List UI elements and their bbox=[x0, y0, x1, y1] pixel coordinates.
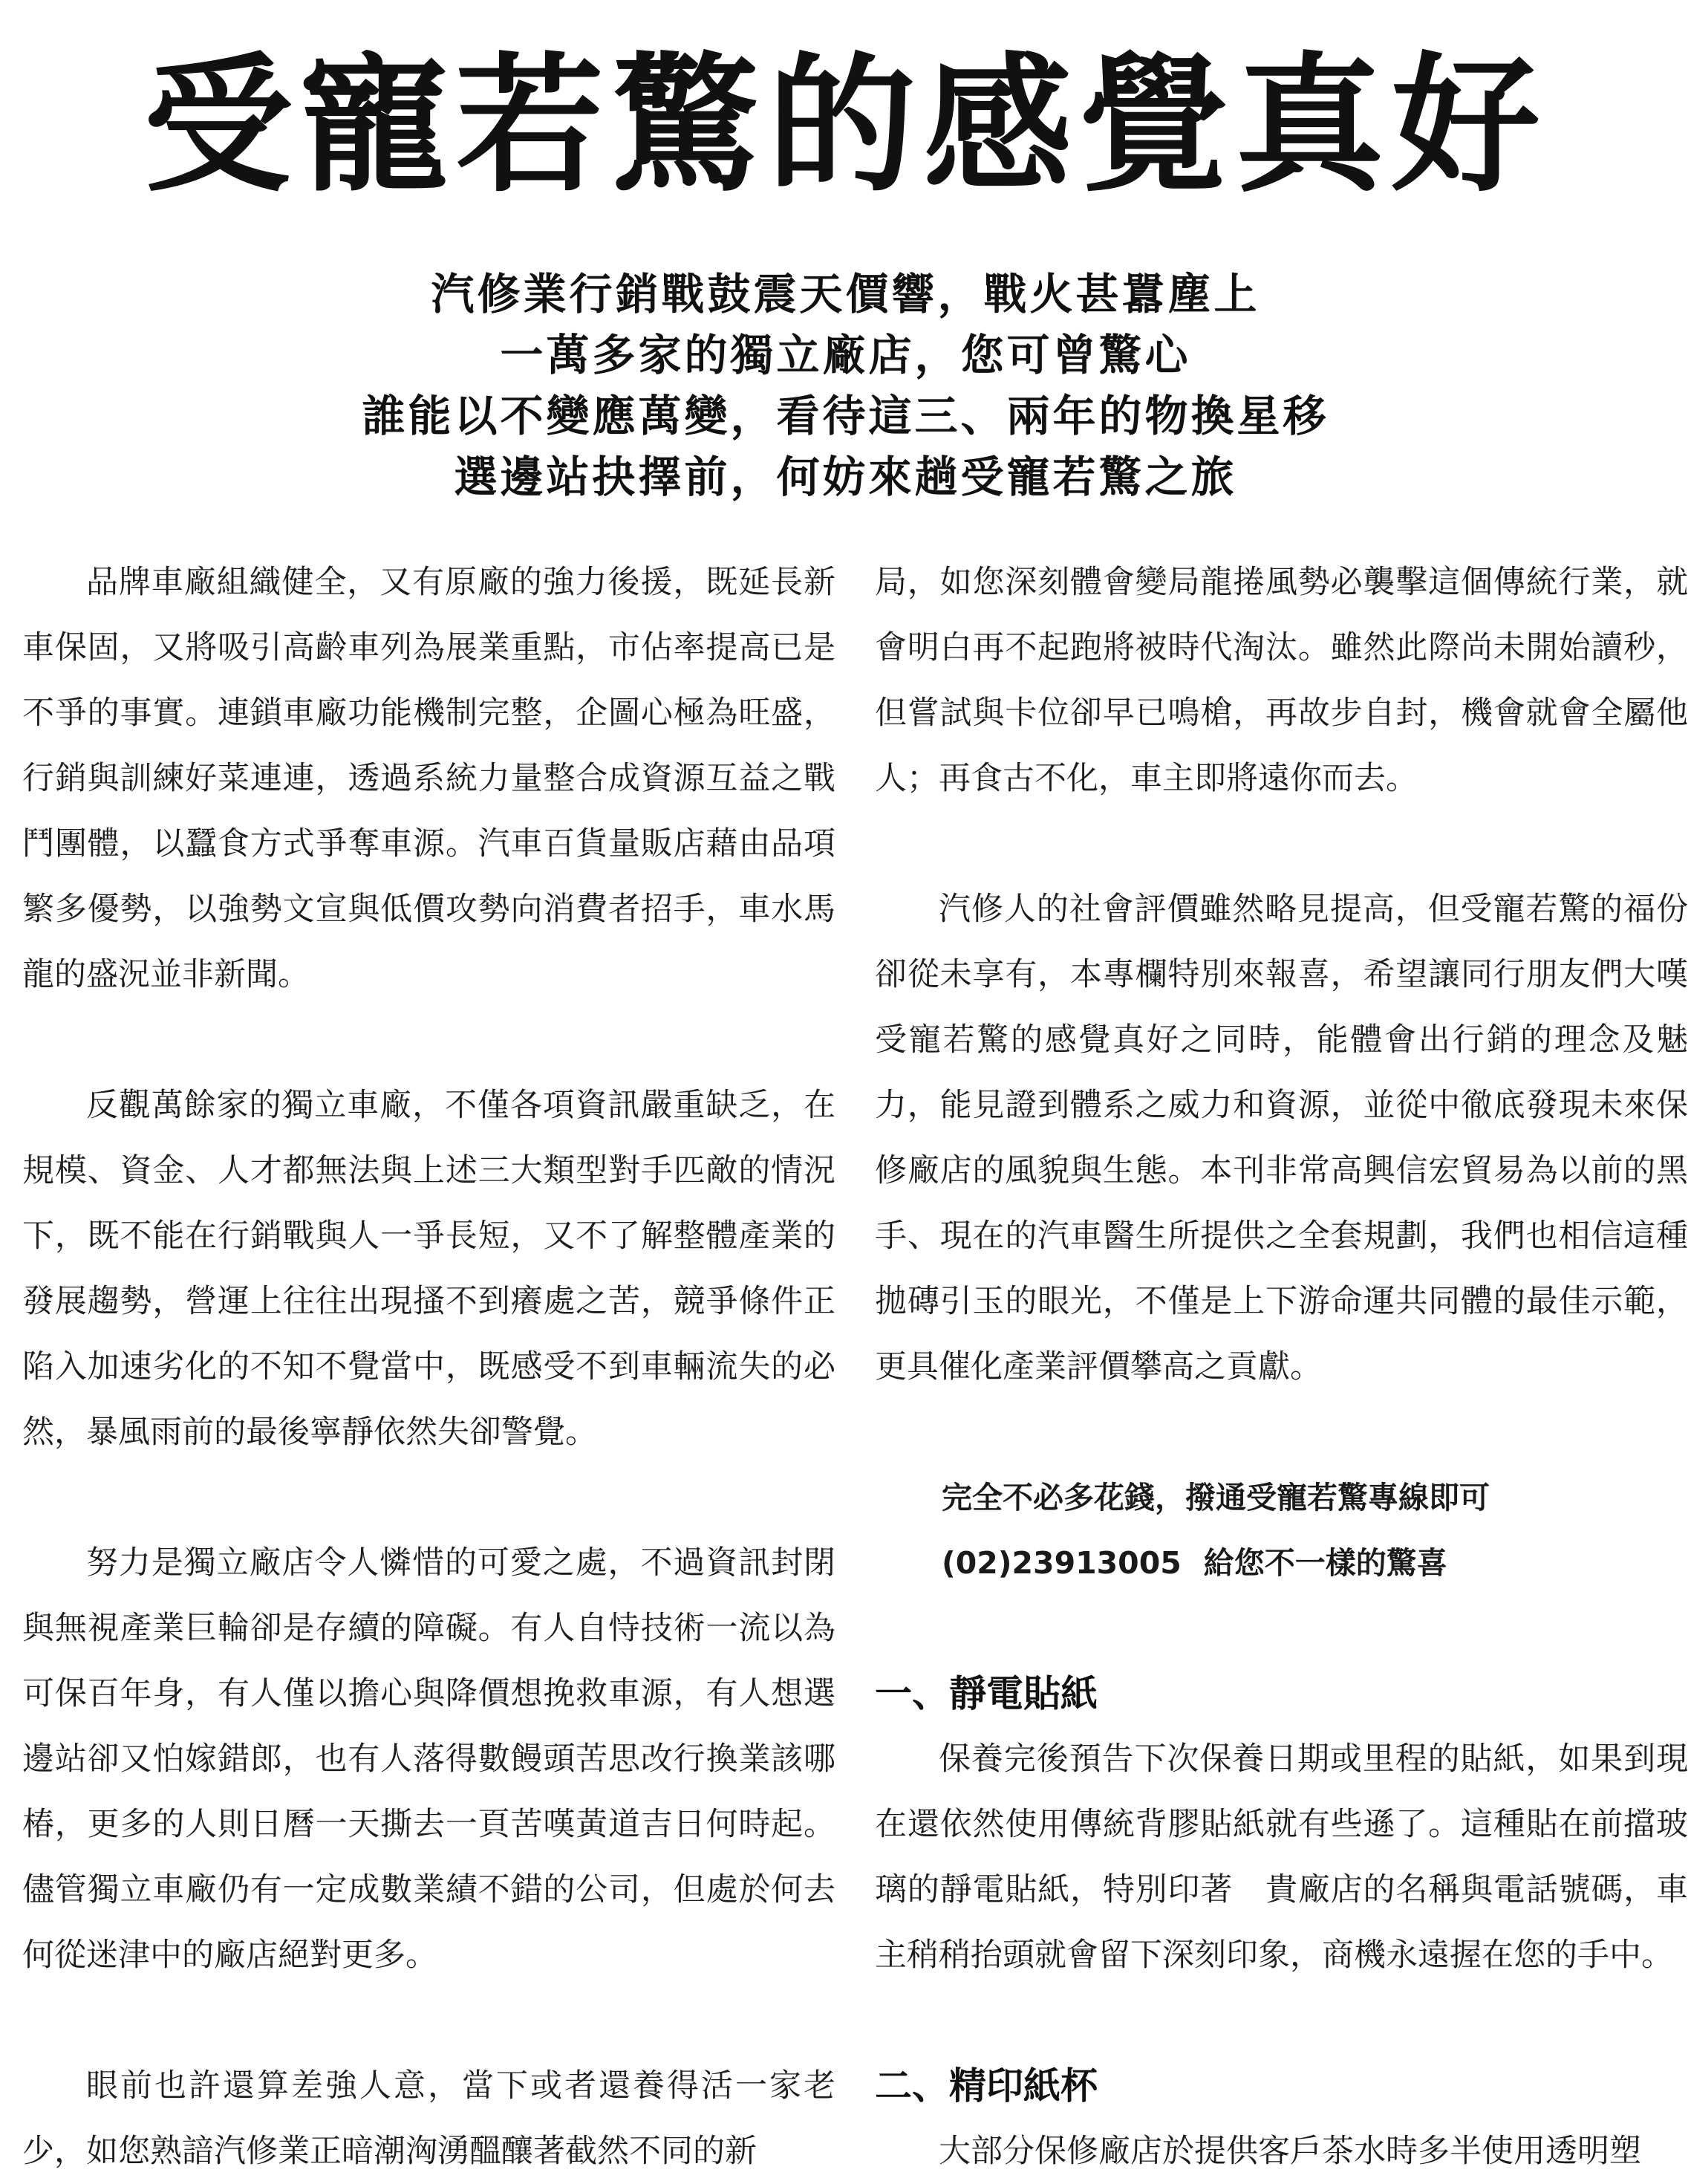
paragraph-continuation: 局，如您深刻體會變局龍捲風勢必襲擊這個傳統行業，就會明白再不起跑將被時代淘汰。雖然此際尚未開始讀秒，但嘗試與卡位卻早已鳴槍，再故步自封，機會就會全屬他人；再食古不化，車主即將遠你而去。 bbox=[875, 564, 1688, 797]
article-title: 受寵若驚的感覺真好 bbox=[143, 39, 1548, 212]
paragraph-effort: 努力是獨立廠店令人憐惜的可愛之處，不過資訊封閉與無視產業巨輪卻是存續的障礙。有人自恃技術一流以為可保百年身，有人僅以擔心與降價想挽救車源，有人想選邊站卻又怕嫁錯郎，也有人落得數饅頭苦思改行換業該哪椿，更多的人則日曆一天撕去一頁苦嘆黃道吉日何時起。儘管獨立車廠仍有一定成數業績不錯的公司，但處於何去何從迷津中的廠店絕對更多。 bbox=[22, 1544, 835, 1974]
paragraph-independent-shops: 反觀萬餘家的獨立車廠，不僅各項資訊嚴重缺乏，在規模、資金、人才都無法與上述三大類型對手匹敵的情況下，既不能在行銷戰與人一爭長短，又不了解整體產業的發展趨勢，營運上往往出現搔不到癢處之苦，競爭條件正陷入加速劣化的不知不覺當中，既感受不到車輛流失的必然，暴風雨前的最後寧靜依然失卻警覺。 bbox=[22, 1087, 835, 1451]
subtitle-line: 選邊站抉擇前，何妨來趟受寵若驚之旅 bbox=[454, 452, 1237, 502]
paragraph-gap bbox=[875, 1400, 1688, 1465]
paragraph-present: 眼前也許還算差強人意，當下或者還養得活一家老少，如您熟諳汽修業正暗潮洶湧醞釀著截然不同的新 bbox=[22, 2067, 835, 2170]
hotline-line: 完全不必多花錢，撥通受寵若驚專線即可 bbox=[942, 1480, 1490, 1515]
paragraph-gap bbox=[875, 1596, 1688, 1661]
section-heading-paper-cup: 二、精印紙杯 bbox=[875, 2064, 1098, 2107]
subtitle-block bbox=[149, 264, 1542, 516]
hotline-tail: 給您不一樣的驚喜 bbox=[1203, 1545, 1447, 1581]
subtitle-line: 汽修業行銷戰鼓震天價響，戰火甚囂塵上 bbox=[431, 269, 1260, 319]
paragraph-gap bbox=[22, 1465, 835, 1530]
paragraph-gap bbox=[875, 811, 1688, 877]
paragraph-paper-cup: 大部分保修廠店於提供客戶茶水時多半使用透明塑 bbox=[939, 2133, 1641, 2170]
paragraph-reputation: 汽修人的社會評價雖然略見提高，但受寵若驚的福份卻從未享有，本專欄特別來報喜，希望讓同行朋友們大嘆受寵若驚的感覺真好之同時，能體會出行銷的理念及魅力，能見證到體系之威力和資源，並從中徹底發現未來保修廠店的風貌與生態。本刊非常高興信宏貿易為以前的黑手、現在的汽車醫生所提供之全套規劃，我們也相信這種拋磚引玉的眼光，不僅是上下游命運共同體的最佳示範，更具催化產業評價攀高之貢獻。 bbox=[875, 891, 1688, 1385]
right-column bbox=[875, 550, 1688, 2170]
paragraph-gap bbox=[875, 1988, 1688, 2053]
subtitle-line: 一萬多家的獨立廠店，您可曾驚心 bbox=[500, 330, 1191, 380]
section-heading-static-sticker: 一、靜電貼紙 bbox=[875, 1672, 1098, 1715]
paragraph-gap bbox=[22, 1007, 835, 1073]
paragraph-brand-dealers: 品牌車廠組織健全，又有原廠的強力後援，既延長新車保固，又將吸引高齡車列為展業重點，市佔率提高已是不爭的事實。連鎖車廠功能機制完整，企圖心極為旺盛，行銷與訓練好菜連連，透過系統力量整合成資源互益之戰鬥團體，以蠶食方式爭奪車源。汽車百貨量販店藉由品項繁多優勢，以強勢文宣與低價攻勢向消費者招手，車水馬龍的盛況並非新聞。 bbox=[22, 564, 835, 993]
left-column bbox=[22, 550, 835, 2170]
paragraph-static-sticker: 保養完後預告下次保養日期或里程的貼紙，如果到現在還依然使用傳統背膠貼紙就有些遜了。這種貼在前擋玻璃的靜電貼紙，特別印著 貴廠店的名稱與電話號碼，車主稍稍抬頭就會留下深刻印象，商機永遠握在您的手中。 bbox=[875, 1741, 1688, 1974]
hotline-phone-number: (02)23913005 bbox=[942, 1545, 1182, 1581]
hotline-phone-line bbox=[875, 1530, 1688, 1596]
subtitle-line: 誰能以不變應萬變，看待這三、兩年的物換星移 bbox=[362, 391, 1329, 441]
paragraph-gap bbox=[22, 1988, 835, 2053]
